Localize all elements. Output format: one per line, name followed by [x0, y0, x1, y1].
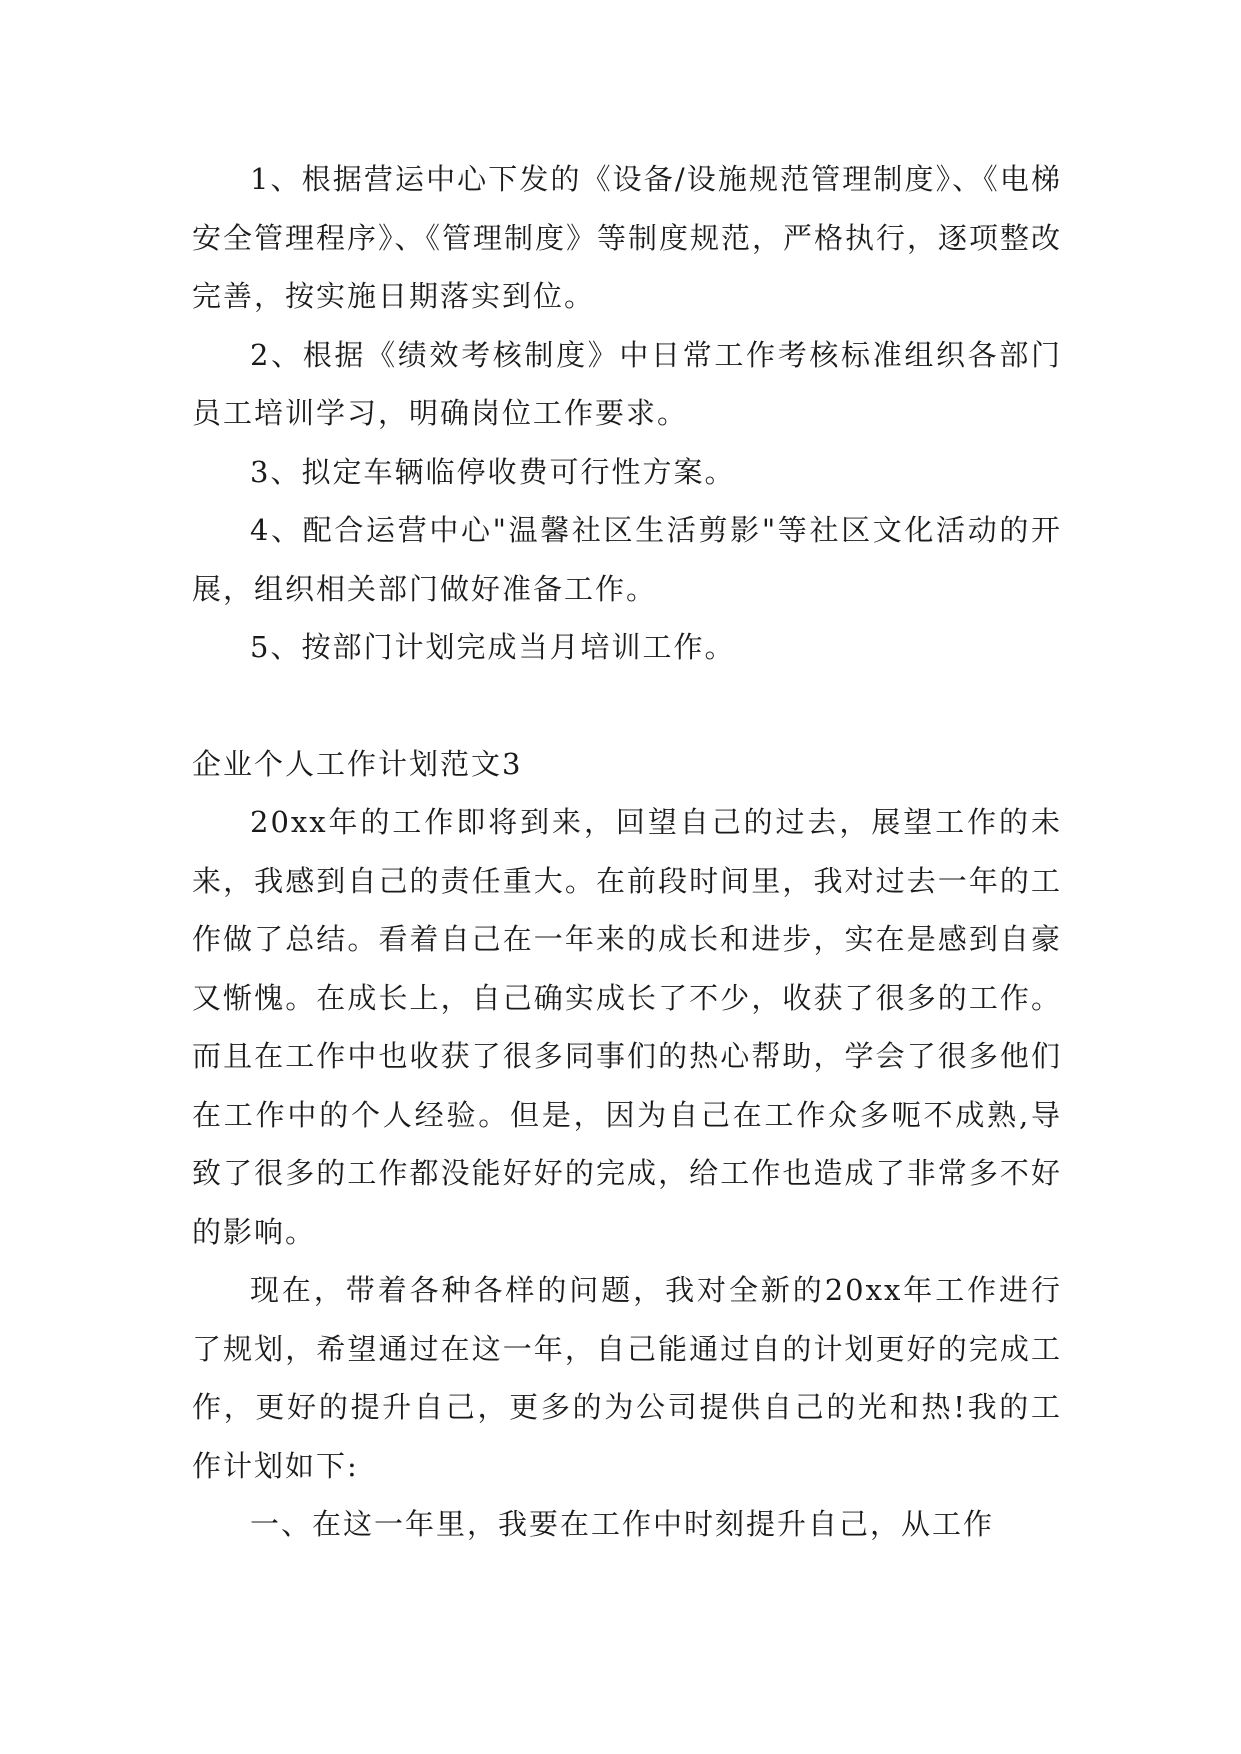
section-title: 企业个人工作计划范文3 [192, 746, 523, 781]
list-item-5: 5、按部门计划完成当月培训工作。 [250, 630, 736, 664]
body-paragraph-2: 现在，带着各种各样的问题，我对全新的20xx年工作进行了规划，希望通过在这一年，自己能通过自的计划更好的完成工作，更好的提升自己，更多的为公司提供自己的光和热!我的工作计划如下: [192, 1273, 1062, 1483]
body-paragraph-1: 20xx年的工作即将到来，回望自己的过去，展望工作的未来，我感到自己的责任重大。在前段时间里，我对过去一年的工作做了总结。看着自己在一年来的成长和进步，实在是感到自豪又惭愧。在成长上，自己确实成长了不少，收获了很多的工作。而且在工作中也收获了很多同事们的热心帮助，学会了很多他们在工作中的个人经验。但是，因为自己在工作众多呃不成熟,导致了很多的工作都没能好好的完成，给工作也造成了非常多不好的影响。 [192, 805, 1062, 1249]
list-item-3: 3、拟定车辆临停收费可行性方案。 [250, 454, 736, 489]
body-paragraph-3: 一、在这一年里，我要在工作中时刻提升自己，从工作 [250, 1507, 995, 1541]
list-item-4: 4、配合运营中心"温馨社区生活剪影"等社区文化活动的开展，组织相关部门做好准备工作。 [192, 513, 1062, 606]
list-item-2: 2、根据《绩效考核制度》中日常工作考核标准组织各部门员工培训学习，明确岗位工作要求。 [192, 337, 1062, 430]
list-item-1: 1、根据营运中心下发的《设备/设施规范管理制度》、《电梯安全管理程序》、《管理制度》等制度规范，严格执行，逐项整改完善，按实施日期落实到位。 [192, 162, 1063, 313]
document-body [192, 150, 1062, 1554]
